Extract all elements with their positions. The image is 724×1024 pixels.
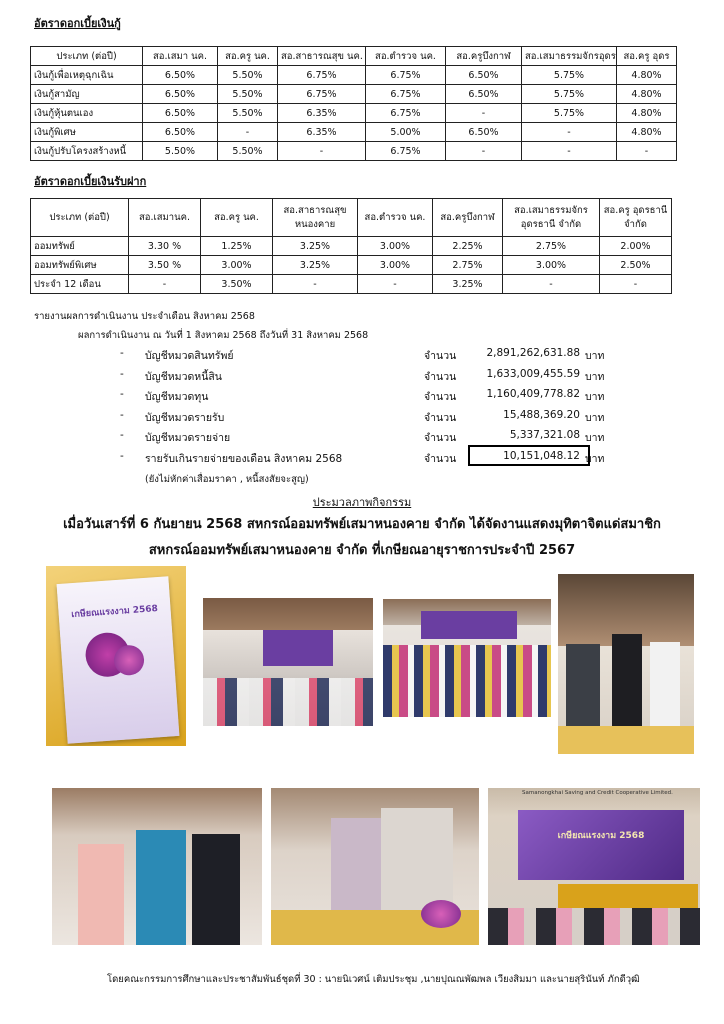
rate-cell: - — [129, 275, 201, 294]
rate-cell: 6.35% — [278, 123, 366, 142]
table-row — [31, 123, 677, 142]
rate-cell: - — [503, 275, 600, 294]
table-row — [31, 142, 677, 161]
loan-rate-table — [30, 46, 677, 161]
rate-cell: 4.80% — [617, 66, 677, 85]
rate-cell: 3.00% — [358, 237, 433, 256]
table-row — [31, 237, 672, 256]
account-row — [0, 450, 724, 468]
rate-cell: 3.25% — [273, 256, 358, 275]
rate-cell: 3.00% — [503, 256, 600, 275]
column-header: สอ.เสมา นค. — [143, 47, 218, 66]
photo-signing — [271, 788, 479, 945]
rate-cell: 6.50% — [446, 66, 522, 85]
amount-prefix: จำนวน — [424, 411, 457, 424]
column-header: สอ.ครู อุดรธานี จำกัด — [600, 199, 672, 237]
rate-cell: 6.75% — [278, 85, 366, 104]
rate-cell: 2.75% — [433, 256, 503, 275]
deposit-rate-table — [30, 198, 672, 294]
column-header: สอ.ตำรวจ นค. — [358, 199, 433, 237]
row-label: เงินกู้ปรับโครงสร้างหนี้ — [31, 142, 143, 161]
rate-cell: 6.50% — [143, 66, 218, 85]
column-header: ประเภท (ต่อปี) — [31, 47, 143, 66]
row-label: เงินกู้เพื่อเหตุฉุกเฉิน — [31, 66, 143, 85]
currency-unit: บาท — [585, 432, 605, 445]
total-highlight-box — [468, 445, 590, 466]
bullet-dash: - — [120, 408, 124, 421]
column-header: สอ.เสมาธรรมจักรอุดร — [522, 47, 617, 66]
loan-section-title: อัตราดอกเบี้ยเงินกู้ — [34, 17, 121, 30]
rate-cell: 6.35% — [278, 104, 366, 123]
table-row — [31, 66, 677, 85]
column-header: สอ.ตำรวจ นค. — [366, 47, 446, 66]
account-label: บัญชีหมวดทุน — [145, 391, 209, 404]
rate-cell: - — [522, 142, 617, 161]
row-label: ออมทรัพย์พิเศษ — [31, 256, 129, 275]
rate-cell: 5.50% — [143, 142, 218, 161]
rate-cell: 2.50% — [600, 256, 672, 275]
rate-cell: - — [218, 123, 278, 142]
account-label: บัญชีหมวดรายจ่าย — [145, 432, 231, 445]
rate-cell: 3.50 % — [129, 256, 201, 275]
rate-cell: 1.25% — [201, 237, 273, 256]
rate-cell: 6.50% — [446, 123, 522, 142]
rate-cell: - — [278, 142, 366, 161]
report-note: (ยังไม่หักค่าเสื่อมราคา , หนี้สงสัยจะสูญ) — [145, 474, 309, 485]
column-header: สอ.เสมานค. — [129, 199, 201, 237]
rate-cell: 4.80% — [617, 123, 677, 142]
hall-sign-text: Samanongkhai Saving and Credit Cooperative Limited. — [522, 790, 673, 796]
bullet-dash: - — [120, 429, 124, 442]
column-header: สอ.ครูบึงกาฬ — [433, 199, 503, 237]
rate-cell: 6.75% — [278, 66, 366, 85]
column-header: สอ.ครู อุดร — [617, 47, 677, 66]
rate-cell: 3.30 % — [129, 237, 201, 256]
amount-prefix: จำนวน — [424, 453, 457, 465]
row-label: ออมทรัพย์ — [31, 237, 129, 256]
account-label: บัญชีหมวดสินทรัพย์ — [145, 350, 234, 362]
column-header: สอ.สาธารณสุข นค. — [278, 47, 366, 66]
rate-cell: 6.50% — [446, 85, 522, 104]
row-label: เงินกู้หุ้นตนเอง — [31, 104, 143, 123]
rate-cell: 5.75% — [522, 104, 617, 123]
account-amount: 15,488,369.20 — [503, 408, 580, 421]
account-amount: 2,891,262,631.88 — [486, 347, 580, 359]
booklet-title: เกษียณแรงงาม 2568 — [71, 604, 159, 621]
account-label: บัญชีหมวดรายรับ — [145, 411, 225, 424]
bullet-dash: - — [120, 388, 124, 401]
account-amount: 1,160,409,778.82 — [486, 388, 580, 401]
rate-cell: - — [446, 142, 522, 161]
photo-audience — [203, 598, 373, 726]
amount-prefix: จำนวน — [424, 391, 457, 404]
amount-prefix: จำนวน — [424, 370, 457, 383]
rate-cell: 6.50% — [143, 104, 218, 123]
table-row — [31, 275, 672, 294]
account-amount: 10,151,048.12 — [503, 450, 580, 462]
currency-unit: บาท — [585, 350, 605, 362]
rate-cell: 6.75% — [366, 104, 446, 123]
rate-cell: 6.75% — [366, 142, 446, 161]
amount-prefix: จำนวน — [424, 432, 457, 445]
account-amount: 5,337,321.08 — [509, 429, 580, 442]
report-period: ผลการดำเนินงาน ณ วันที่ 1 สิงหาคม 2568 ถึงวันที่ 31 สิงหาคม 2568 — [78, 330, 369, 341]
rate-cell: 3.00% — [358, 256, 433, 275]
rate-cell: 2.75% — [503, 237, 600, 256]
column-header: สอ.สาธารณสุข หนองคาย — [273, 199, 358, 237]
stage-banner: เกษียณแรงงาม 2568 — [518, 810, 684, 880]
footer-credits: โดยคณะกรรมการศึกษาและประชาสัมพันธ์ชุดที่ 30 : นายนิเวศน์ เติมประชุม ,นายปุณณพัฒพล เวียงสิมมา และนายสุรินันท์ ภักดีวุฒิ — [107, 974, 640, 985]
account-row — [0, 429, 724, 447]
activity-line-1: เมื่อวันเสาร์ที่ 6 กันยายน 2568 สหกรณ์ออมทรัพย์เสมาหนองคาย จำกัด ได้จัดงานแสดงมุทิตาจิตแด่สมาชิก — [63, 517, 661, 532]
photo-group — [383, 599, 551, 717]
column-header: ประเภท (ต่อปี) — [31, 199, 129, 237]
bullet-dash: - — [120, 450, 124, 462]
rate-cell: 5.75% — [522, 66, 617, 85]
rate-cell: 4.80% — [617, 104, 677, 123]
photo-handover — [558, 574, 694, 754]
column-header: สอ.เสมาธรรมจักร อุดรธานี จำกัด — [503, 199, 600, 237]
rate-cell: 5.50% — [218, 85, 278, 104]
rate-cell: - — [446, 104, 522, 123]
currency-unit: บาท — [585, 391, 605, 404]
row-label: เงินกู้สามัญ — [31, 85, 143, 104]
rate-cell: 5.50% — [218, 66, 278, 85]
rate-cell: - — [600, 275, 672, 294]
account-row — [0, 409, 724, 427]
rate-cell: - — [358, 275, 433, 294]
activity-title: ประมวลภาพกิจกรรม — [312, 496, 412, 509]
column-header: สอ.ครู นค. — [201, 199, 273, 237]
rate-cell: 5.50% — [218, 142, 278, 161]
currency-unit: บาท — [585, 453, 605, 465]
report-heading: รายงานผลการดำเนินงาน ประจำเดือน สิงหาคม 2568 — [34, 311, 255, 322]
rate-cell: 4.80% — [617, 85, 677, 104]
account-label: บัญชีหมวดหนี้สิน — [145, 370, 222, 383]
rate-cell: 5.00% — [366, 123, 446, 142]
row-label: เงินกู้พิเศษ — [31, 123, 143, 142]
row-label: ประจำ 12 เดือน — [31, 275, 129, 294]
bullet-dash: - — [120, 347, 124, 359]
account-label: รายรับเกินรายจ่ายของเดือน สิงหาคม 2568 — [145, 453, 343, 465]
rate-cell: 6.75% — [366, 66, 446, 85]
amount-prefix: จำนวน — [424, 350, 457, 362]
account-row — [0, 388, 724, 406]
table-row — [31, 85, 677, 104]
currency-unit: บาท — [585, 411, 605, 424]
rate-cell: 6.75% — [366, 85, 446, 104]
rate-cell: 6.50% — [143, 123, 218, 142]
rate-cell: 2.25% — [433, 237, 503, 256]
currency-unit: บาท — [585, 370, 605, 383]
photo-three-people — [52, 788, 262, 945]
account-amount: 1,633,009,455.59 — [486, 367, 580, 380]
account-row — [0, 347, 724, 365]
rate-cell: 3.50% — [201, 275, 273, 294]
rate-cell: 5.75% — [522, 85, 617, 104]
photo-stage — [488, 788, 700, 945]
photo-booklet — [46, 566, 186, 746]
rate-cell: - — [522, 123, 617, 142]
rate-cell: 3.25% — [433, 275, 503, 294]
deposit-section-title: อัตราดอกเบี้ยเงินรับฝาก — [34, 175, 147, 188]
bullet-dash: - — [120, 367, 124, 380]
activity-line-2: สหกรณ์ออมทรัพย์เสมาหนองคาย จำกัด ที่เกษียณอายุราชการประจำปี 2567 — [148, 543, 576, 558]
column-header: สอ.ครูบึงกาฬ — [446, 47, 522, 66]
table-row — [31, 104, 677, 123]
rate-cell: 5.50% — [218, 104, 278, 123]
rate-cell: 3.00% — [201, 256, 273, 275]
table-row — [31, 256, 672, 275]
rate-cell: - — [273, 275, 358, 294]
column-header: สอ.ครู นค. — [218, 47, 278, 66]
rate-cell: 2.00% — [600, 237, 672, 256]
rate-cell: - — [617, 142, 677, 161]
rate-cell: 6.50% — [143, 85, 218, 104]
account-row — [0, 368, 724, 386]
rate-cell: 3.25% — [273, 237, 358, 256]
